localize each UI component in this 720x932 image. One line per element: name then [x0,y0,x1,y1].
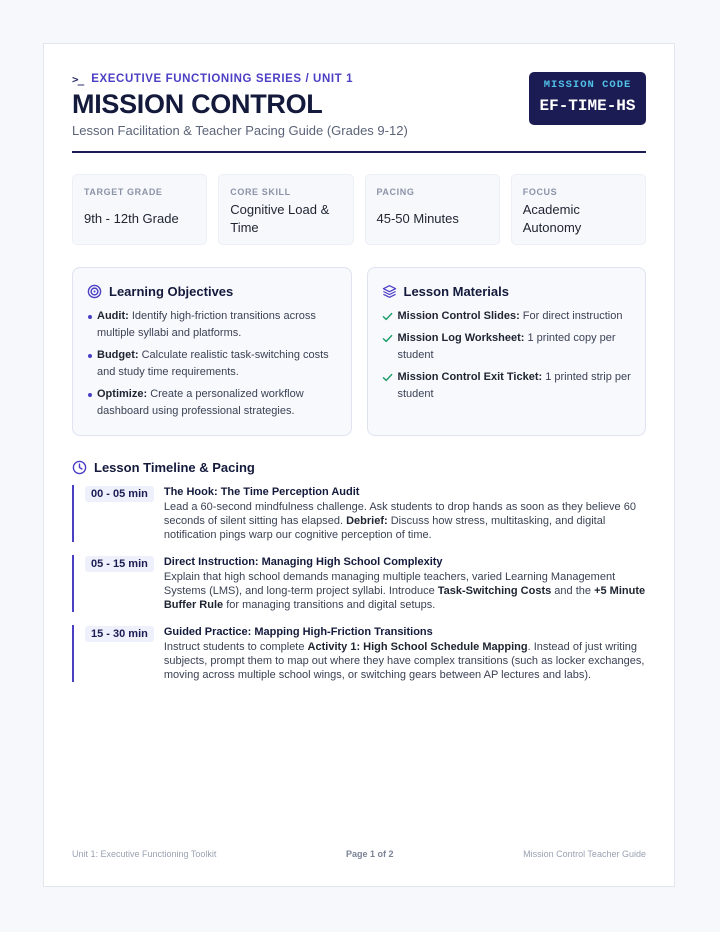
text-run: Instruct students to complete [163,641,308,653]
objective-term: Budget: [97,349,139,361]
lesson-materials-panel [367,267,647,436]
stat-card-pacing [365,174,500,245]
material-text: For direct instruction [522,310,623,322]
page-subtitle: Lesson Facilitation & Teacher Pacing Guide (Grades 9-12) [72,123,408,138]
timeline-body [164,625,646,682]
bold-term: Task-Switching Costs [437,585,552,597]
header-divider [72,151,646,153]
mission-code-label: MISSION CODE [543,79,632,91]
stat-value: 45-50 Minutes [376,211,459,226]
time-badge: 15 - 30 min [85,626,154,642]
stat-cards [72,174,646,245]
materials-title: Lesson Materials [403,283,509,299]
list-item [87,347,337,381]
objective-text: Create a personalized workflow dashboard using professional strategies. [97,388,304,417]
check-icon [382,311,393,322]
timeline-list [72,485,646,695]
material-text: 1 printed copy per student [397,332,616,361]
text-run: Discuss how stress, multitasking, and digital notification pings warp our cognitive perception of time. [163,515,606,541]
timeline-item [72,485,646,542]
timeline-heading [72,458,255,476]
check-icon [382,372,393,383]
text-run: for managing transitions and digital setups. [223,599,436,611]
layers-icon [382,284,397,299]
text-run: and the [551,585,595,597]
bold-term: Activity 1: High School Schedule Mapping [307,641,528,653]
objectives-list [87,308,337,420]
timeline-item-text [164,640,646,682]
objective-text: Calculate realistic task-switching costs and study time requirements. [97,349,329,378]
stat-value: 9th - 12th Grade [84,211,179,226]
stat-label: CORE SKILL [230,187,291,197]
list-item [382,369,632,403]
page-content [72,72,646,681]
info-panels [72,267,646,436]
objectives-title: Learning Objectives [109,283,234,299]
stat-value: Cognitive Load & Time [230,202,330,235]
guide-page [43,43,675,887]
page-footer [72,849,646,859]
timeline-title: Lesson Timeline & Pacing [94,459,255,475]
bold-term: +5 Minute Buffer Rule [163,585,646,611]
timeline-item-text [164,500,646,542]
objective-term: Audit: [97,310,129,322]
timeline-body [164,485,646,542]
material-term: Mission Log Worksheet: [397,332,525,344]
timeline-body [164,555,646,612]
objective-text: Identify high-friction transitions across multiple syllabi and platforms. [97,310,316,339]
bold-term: Debrief: [346,515,388,527]
mission-code-badge [529,72,646,125]
text-run: . Instead of just writing subjects, prompt them to map out where they have complex transitions (such as locker exchanges, moving across multiple school wings, or switching gears between AP lectures and labs). [163,641,645,681]
objective-term: Optimize: [97,388,148,400]
timeline-item-text [164,570,646,612]
panel-title [382,282,632,300]
mission-code-value: EF-TIME-HS [539,97,636,115]
material-text: 1 printed strip per student [397,371,631,400]
footer-left: Unit 1: Executive Functioning Toolkit [72,849,217,859]
list-item [382,330,632,364]
footer-right: Mission Control Teacher Guide [523,849,646,859]
text-run: Explain that high school demands managing multiple teachers, varied Learning Management Systems (LMS), and long-term project syllabi. Introduce [163,571,616,597]
page-number: Page 1 of 2 [345,849,394,859]
material-term: Mission Control Slides: [397,310,520,322]
time-badge: 05 - 15 min [85,556,154,572]
page-title: MISSION CONTROL [72,89,323,119]
list-item [382,308,632,325]
material-term: Mission Control Exit Ticket: [397,371,543,383]
target-icon [87,284,102,299]
timeline-item-heading: Guided Practice: Mapping High-Friction Transitions [163,626,433,638]
timeline-item-heading: The Hook: The Time Perception Audit [163,486,360,498]
materials-list [382,308,632,403]
stat-label: FOCUS [522,187,558,197]
timeline-item [72,555,646,612]
stat-value: Academic Autonomy [522,202,582,235]
stat-card-target-grade [72,174,207,245]
stat-card-focus [511,174,646,245]
stat-label: PACING [376,187,415,197]
series-label: EXECUTIVE FUNCTIONING SERIES / UNIT 1 [91,73,354,85]
list-item [87,386,337,420]
timeline-item-heading: Direct Instruction: Managing High School Complexity [163,556,443,568]
terminal-prompt-icon: >_ [72,72,84,86]
text-run: Lead a 60-second mindfulness challenge. Ask students to drop hands as soon as they believe 60 seconds of silent sitting has elapsed. [163,501,636,527]
check-icon [382,333,393,344]
clock-icon [72,460,87,475]
timeline-item [72,625,646,682]
stat-label: TARGET GRADE [84,187,163,197]
panel-title [87,282,337,300]
learning-objectives-panel [72,267,352,436]
stat-card-core-skill [218,174,353,245]
time-badge: 00 - 05 min [85,486,154,502]
page-header [72,72,646,152]
list-item [87,308,337,342]
